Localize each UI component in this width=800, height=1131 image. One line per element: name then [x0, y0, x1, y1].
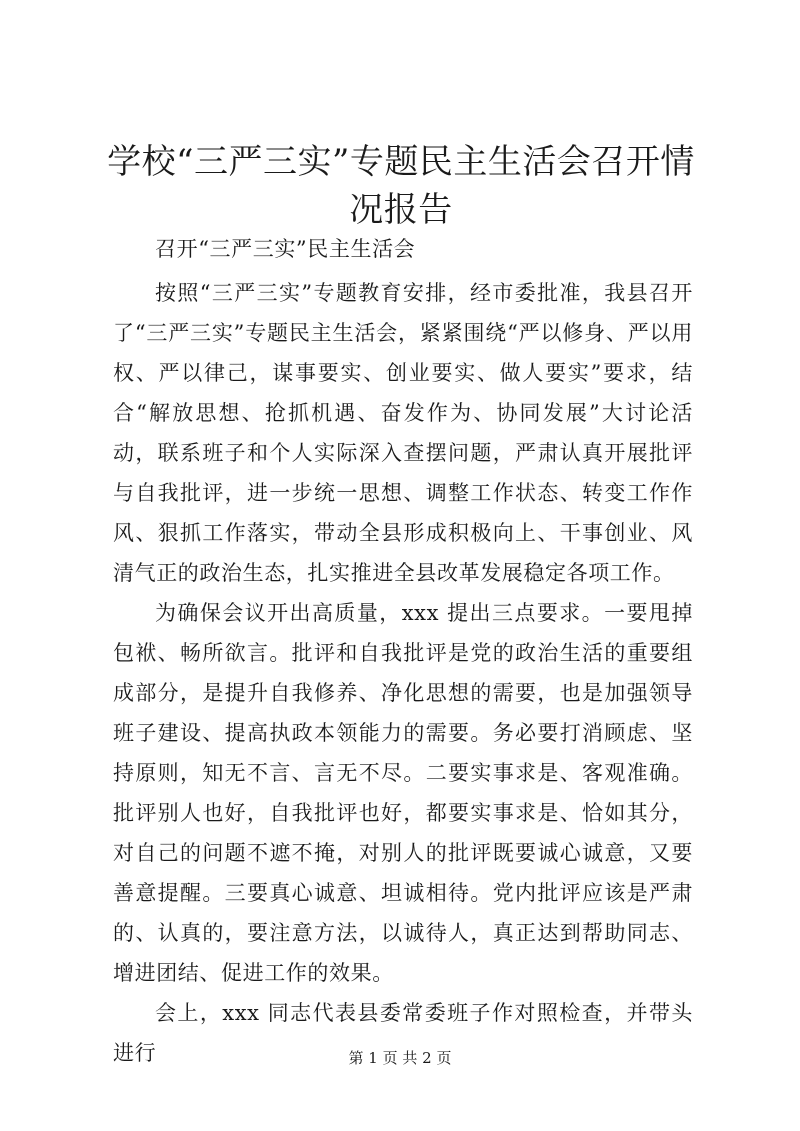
paragraph-subtitle: 召开“三严三实”民主生活会	[155, 237, 416, 261]
document-body	[113, 229, 693, 1073]
paragraph-1: 按照“三严三实”专题教育安排，经市委批准，我县召开了“三严三实”专题民主生活会，紧紧围绕“严以修身、严以用权、严以律己，谋事要实、创业要实、做人要实”要求，结合“解放思想、抢抓机遇、奋发作为、协同发展”大讨论活动，联系班子和个人实际深入查摆问题，严肃认真开展批评与自我批评，进一步统一思想、调整工作状态、转变工作作风、狠抓工作落实，带动全县形成积极向上、干事创业、风清气正的政治生态，扎实推进全县改革发展稳定各项工作。	[113, 281, 693, 585]
document-title: 学校“三严三实”专题民主生活会召开情况报告	[107, 142, 695, 230]
paragraph-2: 为确保会议开出高质量，xxx 提出三点要求。一要甩掉包袱、畅所欲言。批评和自我批评是党的政治生活的重要组成部分，是提升自我修养、净化思想的需要，也是加强领导班子建设、提高执政本领能力的需要。务必要打消顾虑、坚持原则，知无不言、言无不尽。二要实事求是、客观准确。批评别人也好，自我批评也好，都要实事求是、恰如其分，对自己的问题不遮不掩，对别人的批评既要诚心诚意，又要善意提醒。三要真心诚意、坦诚相待。党内批评应该是严肃的、认真的，要注意方法，以诚待人，真正达到帮助同志、增进团结、促进工作的效果。	[113, 601, 693, 985]
paragraph-3: 会上，xxx 同志代表县委常委班子作对照检查，并带头进行	[113, 1001, 693, 1065]
page-footer: 第 1 页 共 2 页	[348, 1049, 452, 1067]
